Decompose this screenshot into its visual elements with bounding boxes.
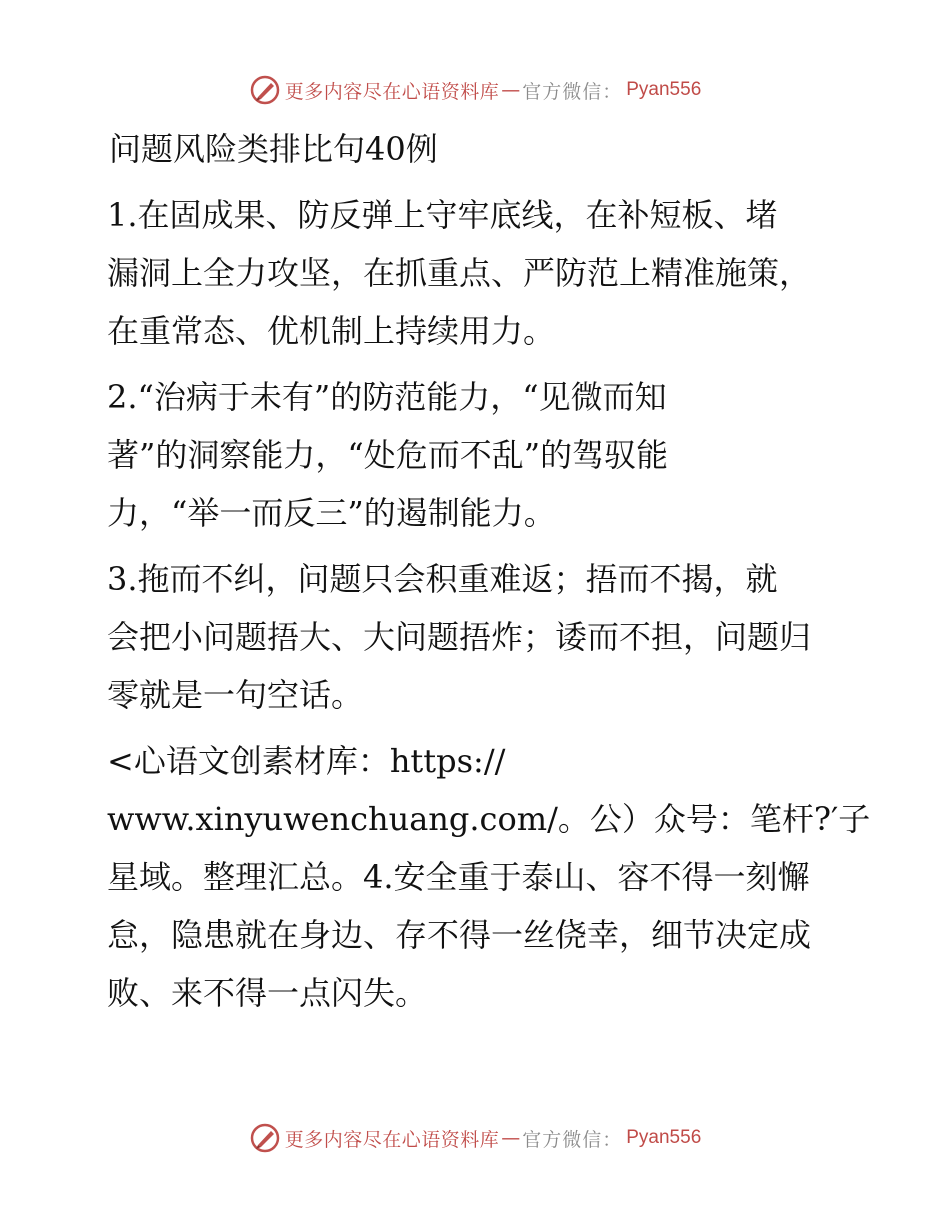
paragraph-1 (97, 186, 857, 360)
watermark-account: Pyan556 (626, 79, 702, 100)
text-line: 力，“举一而反三”的遏制能力。 (107, 494, 556, 532)
watermark-text: 更多内容尽在心语资料库 (284, 1128, 500, 1151)
text-line: 3.拖而不纠，问题只会积重难返；捂而不揭，就 (107, 560, 778, 598)
watermark-separator: — (501, 79, 521, 101)
text-line: 著”的洞察能力，“处危而不乱”的驾驭能 (107, 436, 669, 474)
watermark-account: Pyan556 (626, 1127, 702, 1148)
text-line: 漏洞上全力攻坚，在抓重点、严防范上精准施策， (107, 254, 812, 292)
text-line: 会把小问题捂大、大问题捂炸；诿而不担，问题归 (107, 618, 812, 656)
text-line: <心语文创素材库：https:// (107, 742, 506, 780)
text-line: 败、来不得一点闪失。 (107, 974, 428, 1012)
watermark-text: 更多内容尽在心语资料库 (284, 80, 500, 103)
text-line: 零就是一句空话。 (107, 676, 364, 714)
text-line: 2.“治病于未有”的防范能力，“见微而知 (107, 378, 667, 416)
text-line: 怠，隐患就在身边、存不得一丝侥幸，细节决定成 (107, 916, 812, 954)
text-line: www.xinyuwenchuang.com/。公）众号：笔杆?′子 (107, 800, 871, 838)
footer-watermark (0, 1118, 950, 1158)
paragraph-2 (97, 368, 857, 542)
pen-logo-icon (249, 74, 281, 106)
paragraph-4 (97, 732, 871, 1022)
text-line: 星域。整理汇总。4.安全重于泰山、容不得一刻懈 (107, 858, 810, 896)
paragraph-3 (97, 550, 857, 724)
watermark-official-label: 官方微信： (522, 80, 623, 103)
document-body (97, 120, 871, 1022)
watermark-separator: — (501, 1127, 521, 1149)
text-line: 1.在固成果、防反弹上守牢底线，在补短板、堵 (107, 196, 778, 234)
text-line: 在重常态、优机制上持续用力。 (107, 312, 556, 350)
watermark-official-label: 官方微信： (522, 1128, 623, 1151)
pen-logo-icon (249, 1122, 281, 1154)
header-watermark (0, 70, 950, 110)
document-title: 问题风险类排比句40例 (109, 130, 438, 168)
